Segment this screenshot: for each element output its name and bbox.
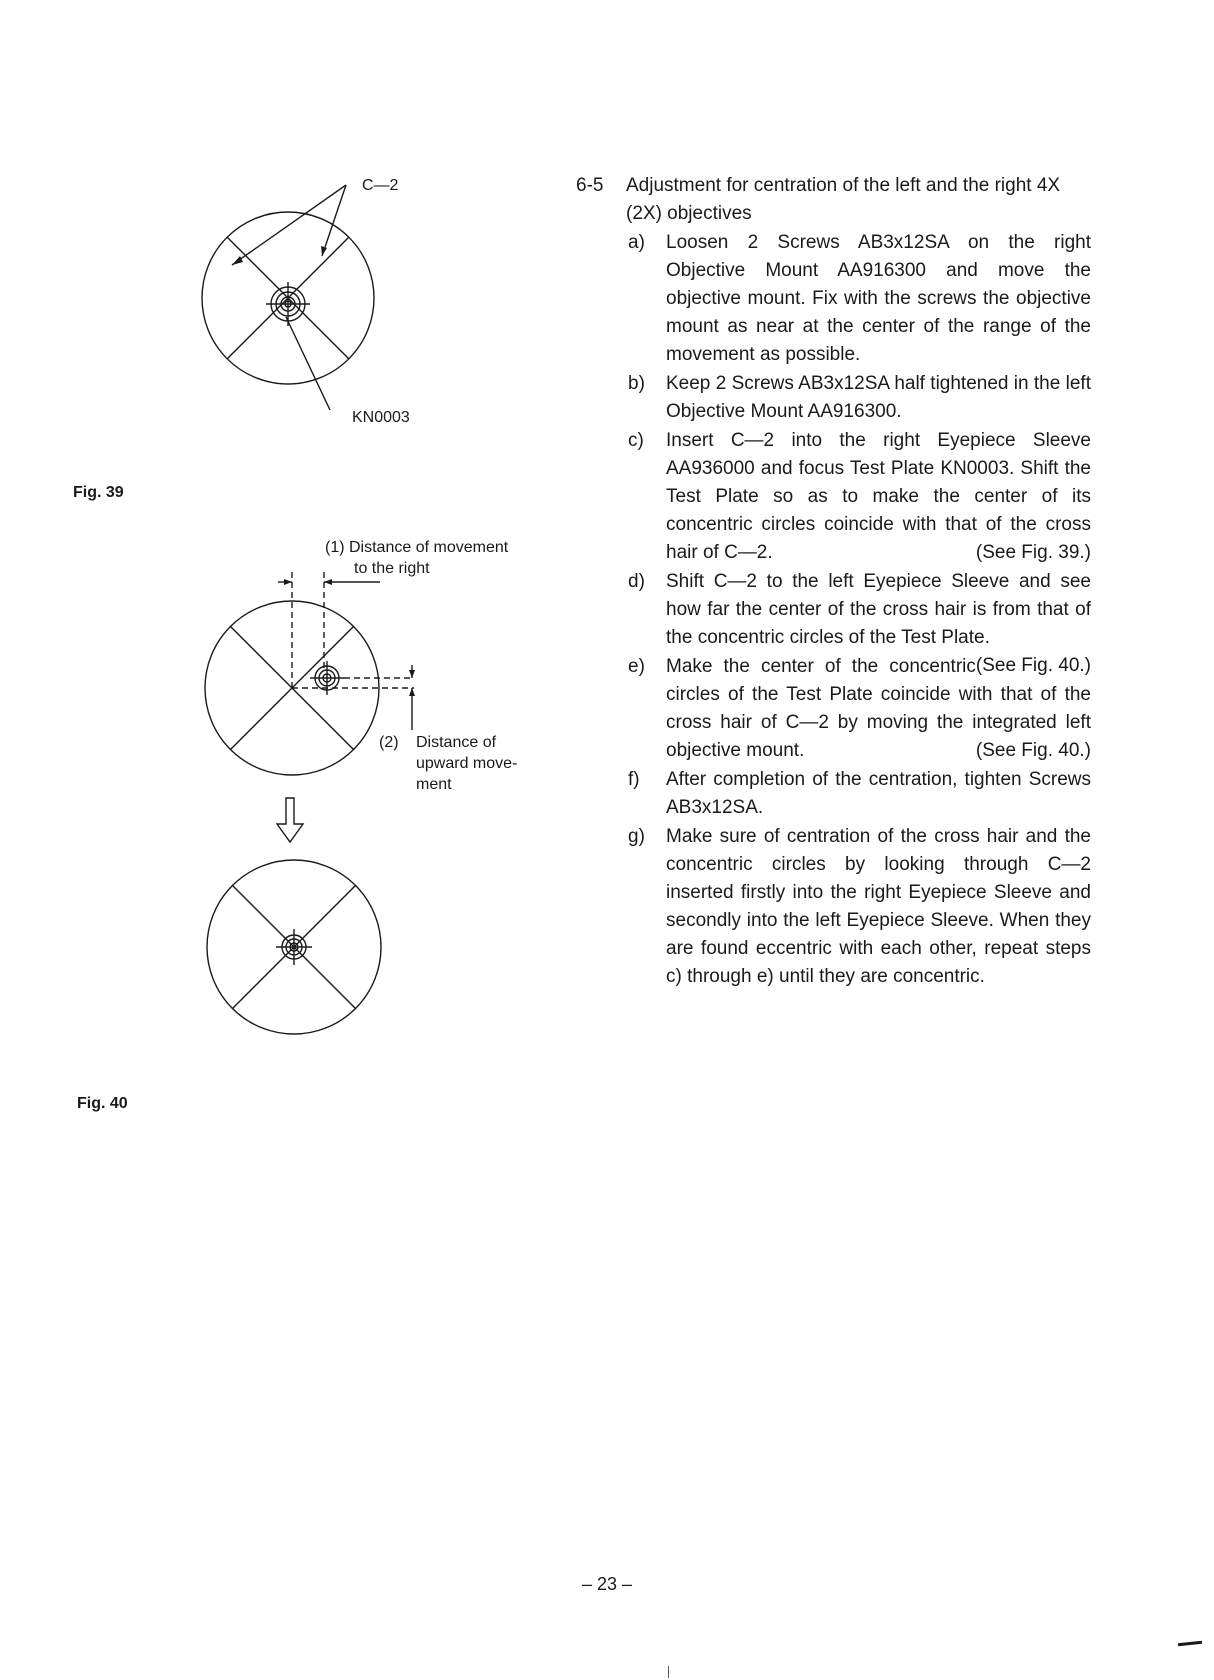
step-label: c) [628,430,644,451]
step-c [576,427,1091,567]
step-a [576,229,1091,369]
fig40-callout-right-line2: to the right [354,560,430,577]
page-number: – 23 – [581,1574,633,1594]
fig40-callout-up-line2: upward move- [416,755,518,772]
step-label: d) [628,571,645,592]
fig40-diagram-after [200,855,400,1045]
step-text: Keep 2 Screws AB3x12SA half tightened in the left Objective Mount AA916300. [666,373,1091,422]
fig39-label: Fig. 39 [73,484,124,501]
fig40-callout-right-line1: (1) Distance of movement [325,539,509,556]
section-title: Adjustment for centration of the left and the right 4X (2X) objectives [626,175,1061,224]
step-text: Make the center of the concentric circles of the Test Plate coincide with that of the cross hair of C—2 by moving the integrated left objective mount. [666,656,1091,761]
procedure-section [576,172,1091,991]
step-text: Shift C—2 to the left Eyepiece Sleeve and see how far the center of the cross hair is from that of the concentric circles of the Test Plate. [666,571,1091,648]
fig39-leader-c2-a [232,185,346,265]
step-e [576,653,1091,765]
down-arrow-icon [276,796,306,846]
step-d [576,568,1091,676]
step-figure-ref: (See Fig. 40.) [975,655,1091,676]
scan-mark [668,1666,669,1678]
fig40-label: Fig. 40 [77,1095,128,1112]
step-g [576,823,1091,991]
step-label: f) [628,769,640,790]
step-text: Loosen 2 Screws AB3x12SA on the right Objective Mount AA916300 and move the objective mount. Fix with the screws the objective mount as near at the center of the range of the movement as possible. [666,232,1091,365]
step-figure-ref: (See Fig. 39.) [975,542,1091,563]
fig39-diagram [190,170,390,410]
step-label: e) [628,656,645,677]
scan-mark [1178,1641,1202,1646]
step-label: b) [628,373,645,394]
fig39-leader-kn [286,317,330,410]
step-text: Insert C—2 into the right Eyepiece Sleeve AA936000 and focus Test Plate KN0003. Shift the Test Plate so as to make the center of its concentric circles coincide with that of the cross hair of C—2. [666,430,1091,563]
section-heading [576,172,1091,228]
fig40-callout-up-number: (2) [379,734,399,751]
step-figure-ref: (See Fig. 40.) [975,740,1091,761]
fig40-callout-up-line3: ment [416,776,452,793]
fig39-callout-kn0003: KN0003 [352,409,410,426]
fig39-callout-c2: C—2 [362,177,399,194]
step-label: a) [628,232,645,253]
step-text: After completion of the centration, tighten Screws AB3x12SA. [666,769,1091,818]
step-b [576,370,1091,426]
step-label: g) [628,826,645,847]
step-f [576,766,1091,822]
step-text: Make sure of centration of the cross hair and the concentric circles by looking through C—2 inserted firstly into the right Eyepiece Sleeve and secondly into the left Eyepiece Sleeve. When they are found eccentric with each other, repeat steps c) through e) until they are concentric. [666,826,1091,987]
section-number: 6-5 [576,175,604,196]
fig40-diagram-before [190,560,430,840]
fig40-callout-up-line1: Distance of [416,734,497,751]
